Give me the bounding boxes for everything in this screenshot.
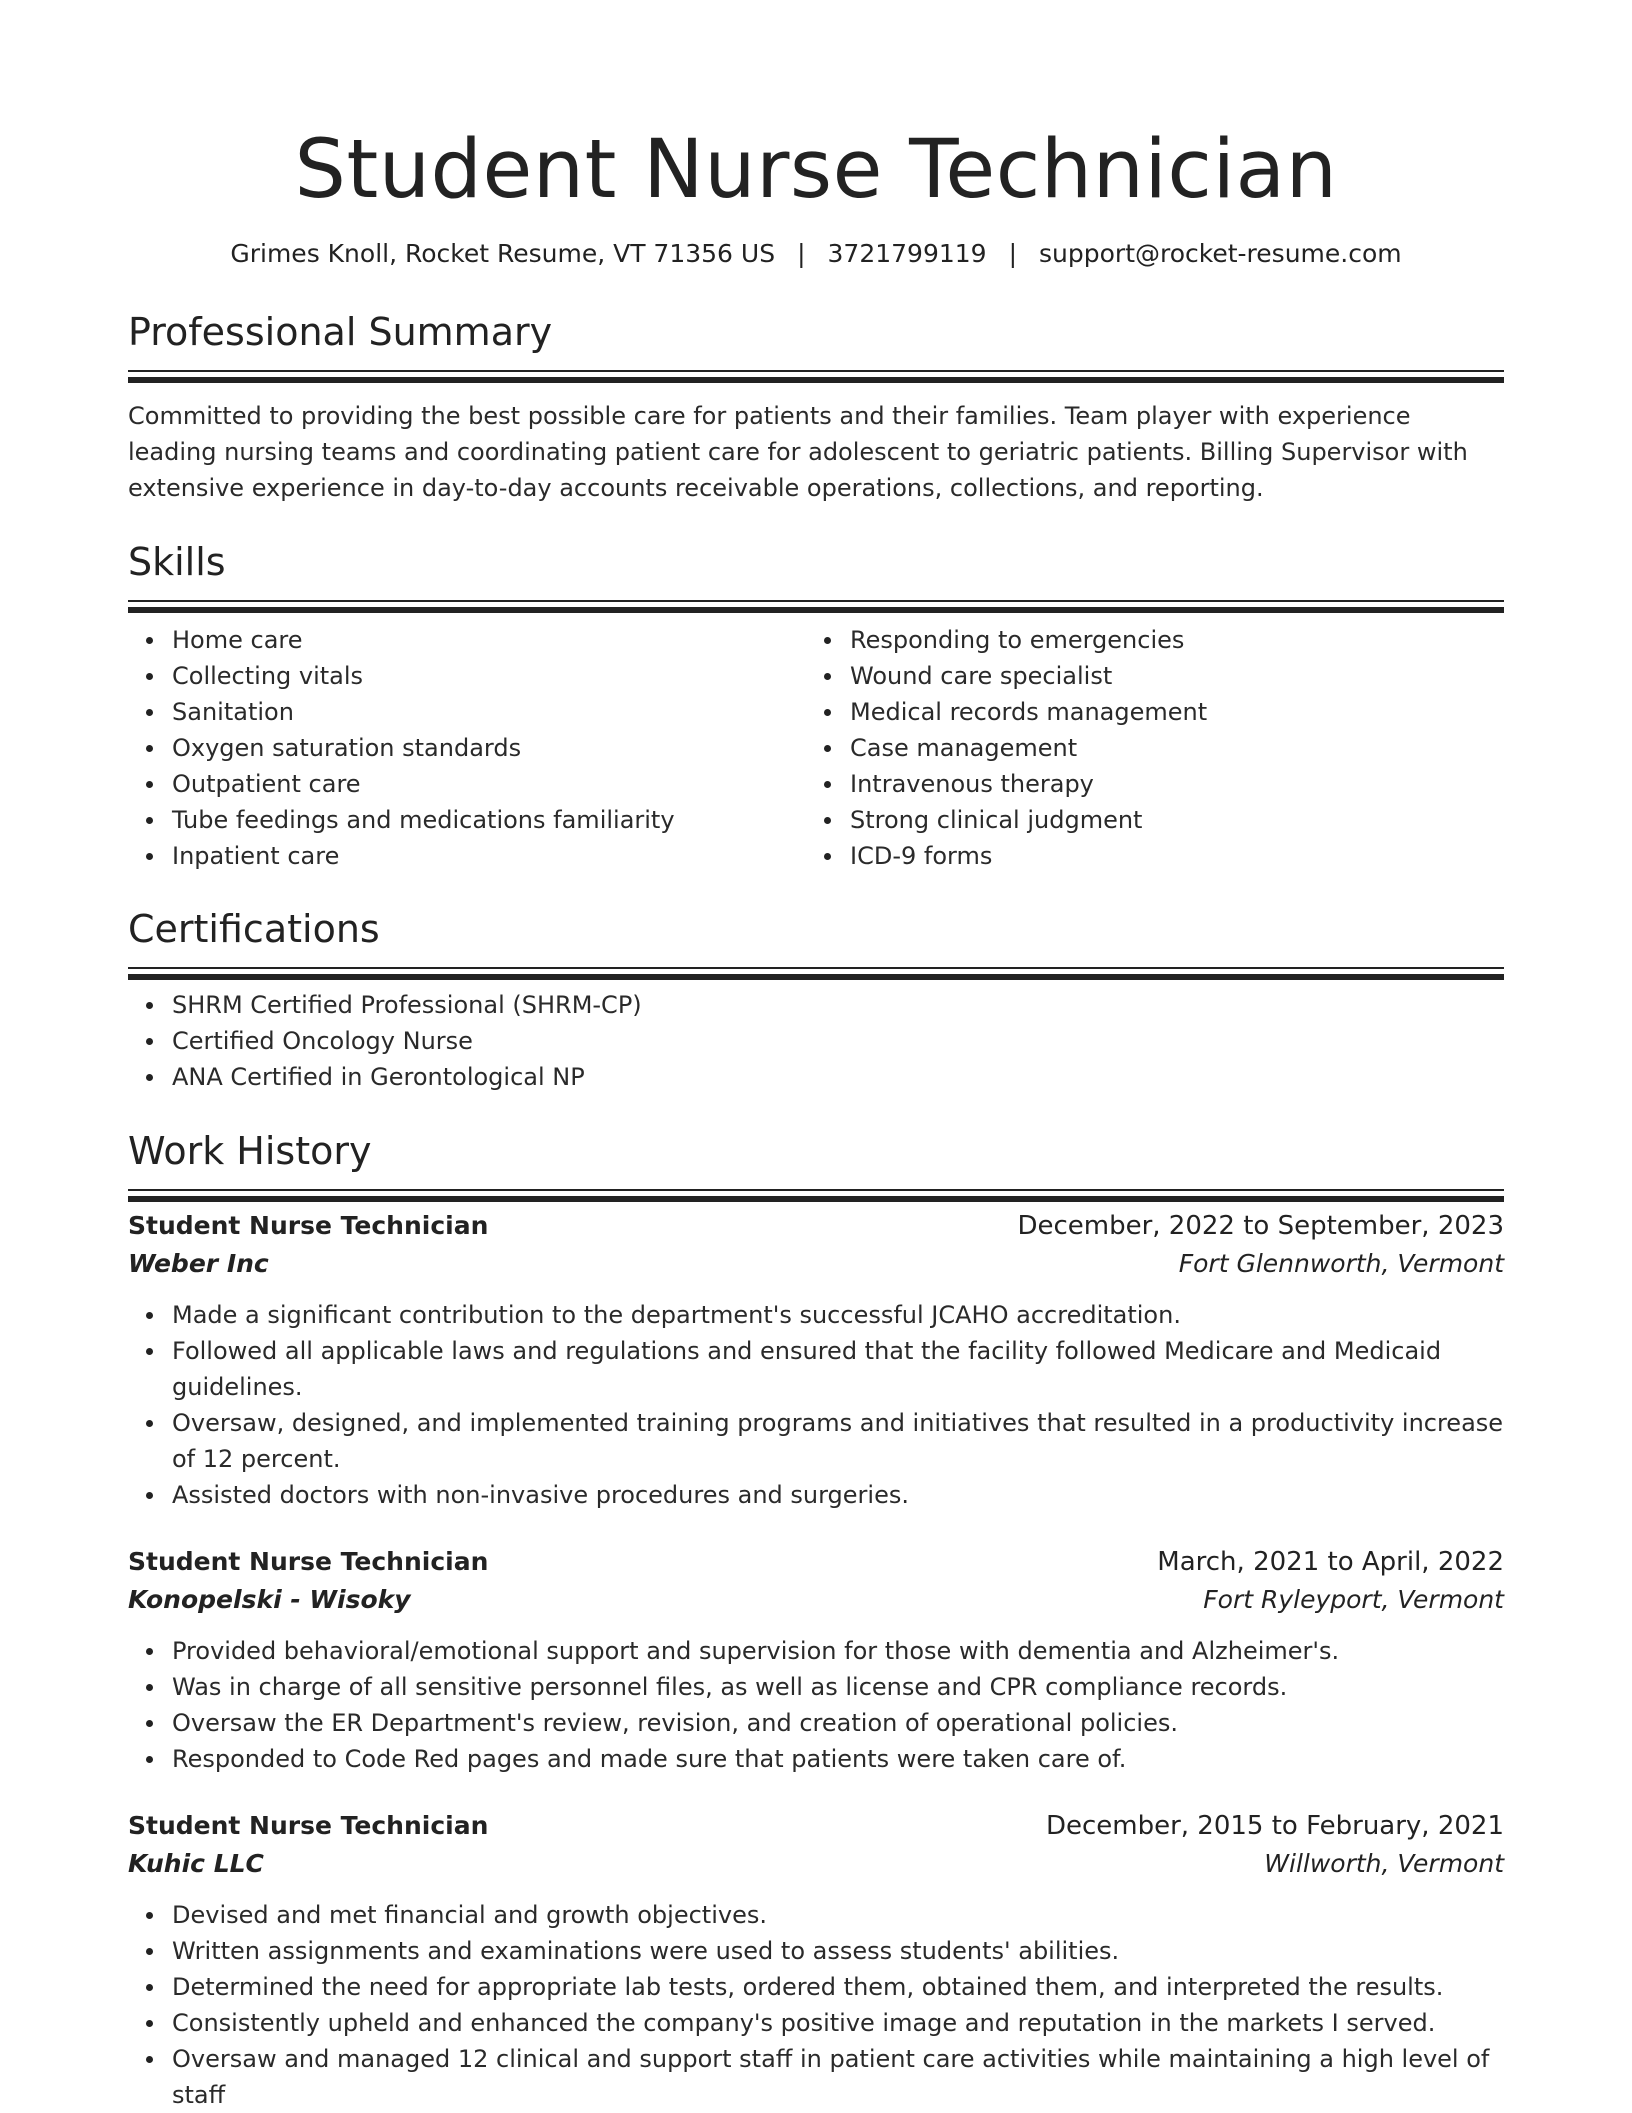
job-company: Kuhic LLC <box>128 1849 264 1878</box>
job-company: Weber Inc <box>128 1249 269 1278</box>
job-dates: December, 2015 to February, 2021 <box>1045 1811 1504 1841</box>
work-history-section <box>128 1127 1504 2113</box>
job-title: Student Nurse Technician <box>128 1811 489 1840</box>
skill-item: Inpatient care <box>172 838 806 874</box>
section-divider <box>128 967 1504 969</box>
job-bullet: Provided behavioral/emotional support and supervision for those with dementia and Alzheimer's. <box>172 1633 1504 1669</box>
job-bullet: Oversaw the ER Department's review, revision, and creation of operational policies. <box>172 1705 1504 1741</box>
skill-item: Responding to emergencies <box>850 622 1484 658</box>
certifications-list <box>128 987 1504 1095</box>
job-bullet: Devised and met financial and growth objectives. <box>172 1897 1504 1933</box>
job-entry <box>128 1207 1504 1513</box>
skill-item: Medical records management <box>850 694 1484 730</box>
job-header <box>128 1807 1504 1845</box>
resume-name: Student Nurse Technician <box>294 123 1338 217</box>
job-location: Fort Ryleyport, Vermont <box>1203 1585 1504 1614</box>
summary-section <box>128 308 1504 506</box>
job-bullet: Responded to Code Red pages and made sure that patients were taken care of. <box>172 1741 1504 1777</box>
job-header <box>128 1207 1504 1245</box>
skill-item: Intravenous therapy <box>850 766 1484 802</box>
job-bullet: Oversaw and managed 12 clinical and support staff in patient care activities while maintaining a high level of staff <box>172 2041 1504 2113</box>
certification-item: Certified Oncology Nurse <box>172 1023 1504 1059</box>
contact-address: Grimes Knoll, Rocket Resume, VT 71356 US <box>230 239 776 268</box>
skill-item: Outpatient care <box>172 766 806 802</box>
skills-columns <box>128 622 1504 874</box>
contact-separator: | <box>1008 239 1018 268</box>
job-header <box>128 1543 1504 1581</box>
job-bullet: Assisted doctors with non-invasive procedures and surgeries. <box>172 1477 1504 1513</box>
job-subheader <box>128 1245 1504 1283</box>
job-location: Fort Glennworth, Vermont <box>1178 1249 1504 1278</box>
skill-item: Strong clinical judgment <box>850 802 1484 838</box>
job-bullets <box>128 1297 1504 1513</box>
job-bullet: Oversaw, designed, and implemented training programs and initiatives that resulted in a productivity increase of 12 percent. <box>172 1405 1504 1477</box>
contact-phone: 3721799119 <box>827 239 987 268</box>
job-dates: March, 2021 to April, 2022 <box>1157 1547 1504 1577</box>
job-bullet: Written assignments and examinations were used to assess students' abilities. <box>172 1933 1504 1969</box>
skills-list-left <box>128 622 806 874</box>
skill-item: Tube feedings and medications familiarity <box>172 802 806 838</box>
job-bullets <box>128 1633 1504 1777</box>
job-company: Konopelski - Wisoky <box>128 1585 411 1614</box>
job-bullets <box>128 1897 1504 2113</box>
skill-item: Collecting vitals <box>172 658 806 694</box>
section-title-work-history: Work History <box>128 1129 372 1173</box>
skill-item: Sanitation <box>172 694 806 730</box>
contact-line <box>128 237 1504 271</box>
job-subheader <box>128 1845 1504 1883</box>
skill-item: ICD-9 forms <box>850 838 1484 874</box>
skill-item: Home care <box>172 622 806 658</box>
skills-list-right <box>806 622 1484 874</box>
summary-text: Committed to providing the best possible care for patients and their families. Team player with experience leading nursing teams and coordinating patient care for adolescent to geriatric patients. Billing Supervisor with extensive experience in day-to-day accounts receivable operations, collections, and reporting. <box>128 402 1468 502</box>
job-entry <box>128 1807 1504 2113</box>
job-entry <box>128 1543 1504 1777</box>
skills-section <box>128 538 1504 874</box>
job-bullet: Consistently upheld and enhanced the company's positive image and reputation in the markets I served. <box>172 2005 1504 2041</box>
job-bullet: Made a significant contribution to the department's successful JCAHO accreditation. <box>172 1297 1504 1333</box>
certification-item: ANA Certified in Gerontological NP <box>172 1059 1504 1095</box>
section-title-summary: Professional Summary <box>128 310 553 354</box>
skill-item: Case management <box>850 730 1484 766</box>
section-divider <box>128 600 1504 602</box>
certification-item: SHRM Certified Professional (SHRM-CP) <box>172 987 1504 1023</box>
certifications-section <box>128 905 1504 1095</box>
contact-separator: | <box>797 239 806 268</box>
job-subheader <box>128 1581 1504 1619</box>
job-bullet: Followed all applicable laws and regulations and ensured that the facility followed Medicare and Medicaid guidelines. <box>172 1333 1504 1405</box>
resume-page <box>128 0 1504 2113</box>
section-divider <box>128 1189 1504 1191</box>
section-divider <box>128 370 1504 372</box>
job-title: Student Nurse Technician <box>128 1211 489 1240</box>
job-dates: December, 2022 to September, 2023 <box>1017 1211 1504 1241</box>
job-title: Student Nurse Technician <box>128 1547 489 1576</box>
skill-item: Wound care specialist <box>850 658 1484 694</box>
section-title-certifications: Certifications <box>128 907 380 951</box>
job-bullet: Was in charge of all sensitive personnel files, as well as license and CPR compliance records. <box>172 1669 1504 1705</box>
skill-item: Oxygen saturation standards <box>172 730 806 766</box>
job-location: Willworth, Vermont <box>1264 1849 1504 1878</box>
contact-email: support@rocket-resume.com <box>1039 239 1402 268</box>
job-bullet: Determined the need for appropriate lab tests, ordered them, obtained them, and interpreted the results. <box>172 1969 1504 2005</box>
section-title-skills: Skills <box>128 540 226 584</box>
